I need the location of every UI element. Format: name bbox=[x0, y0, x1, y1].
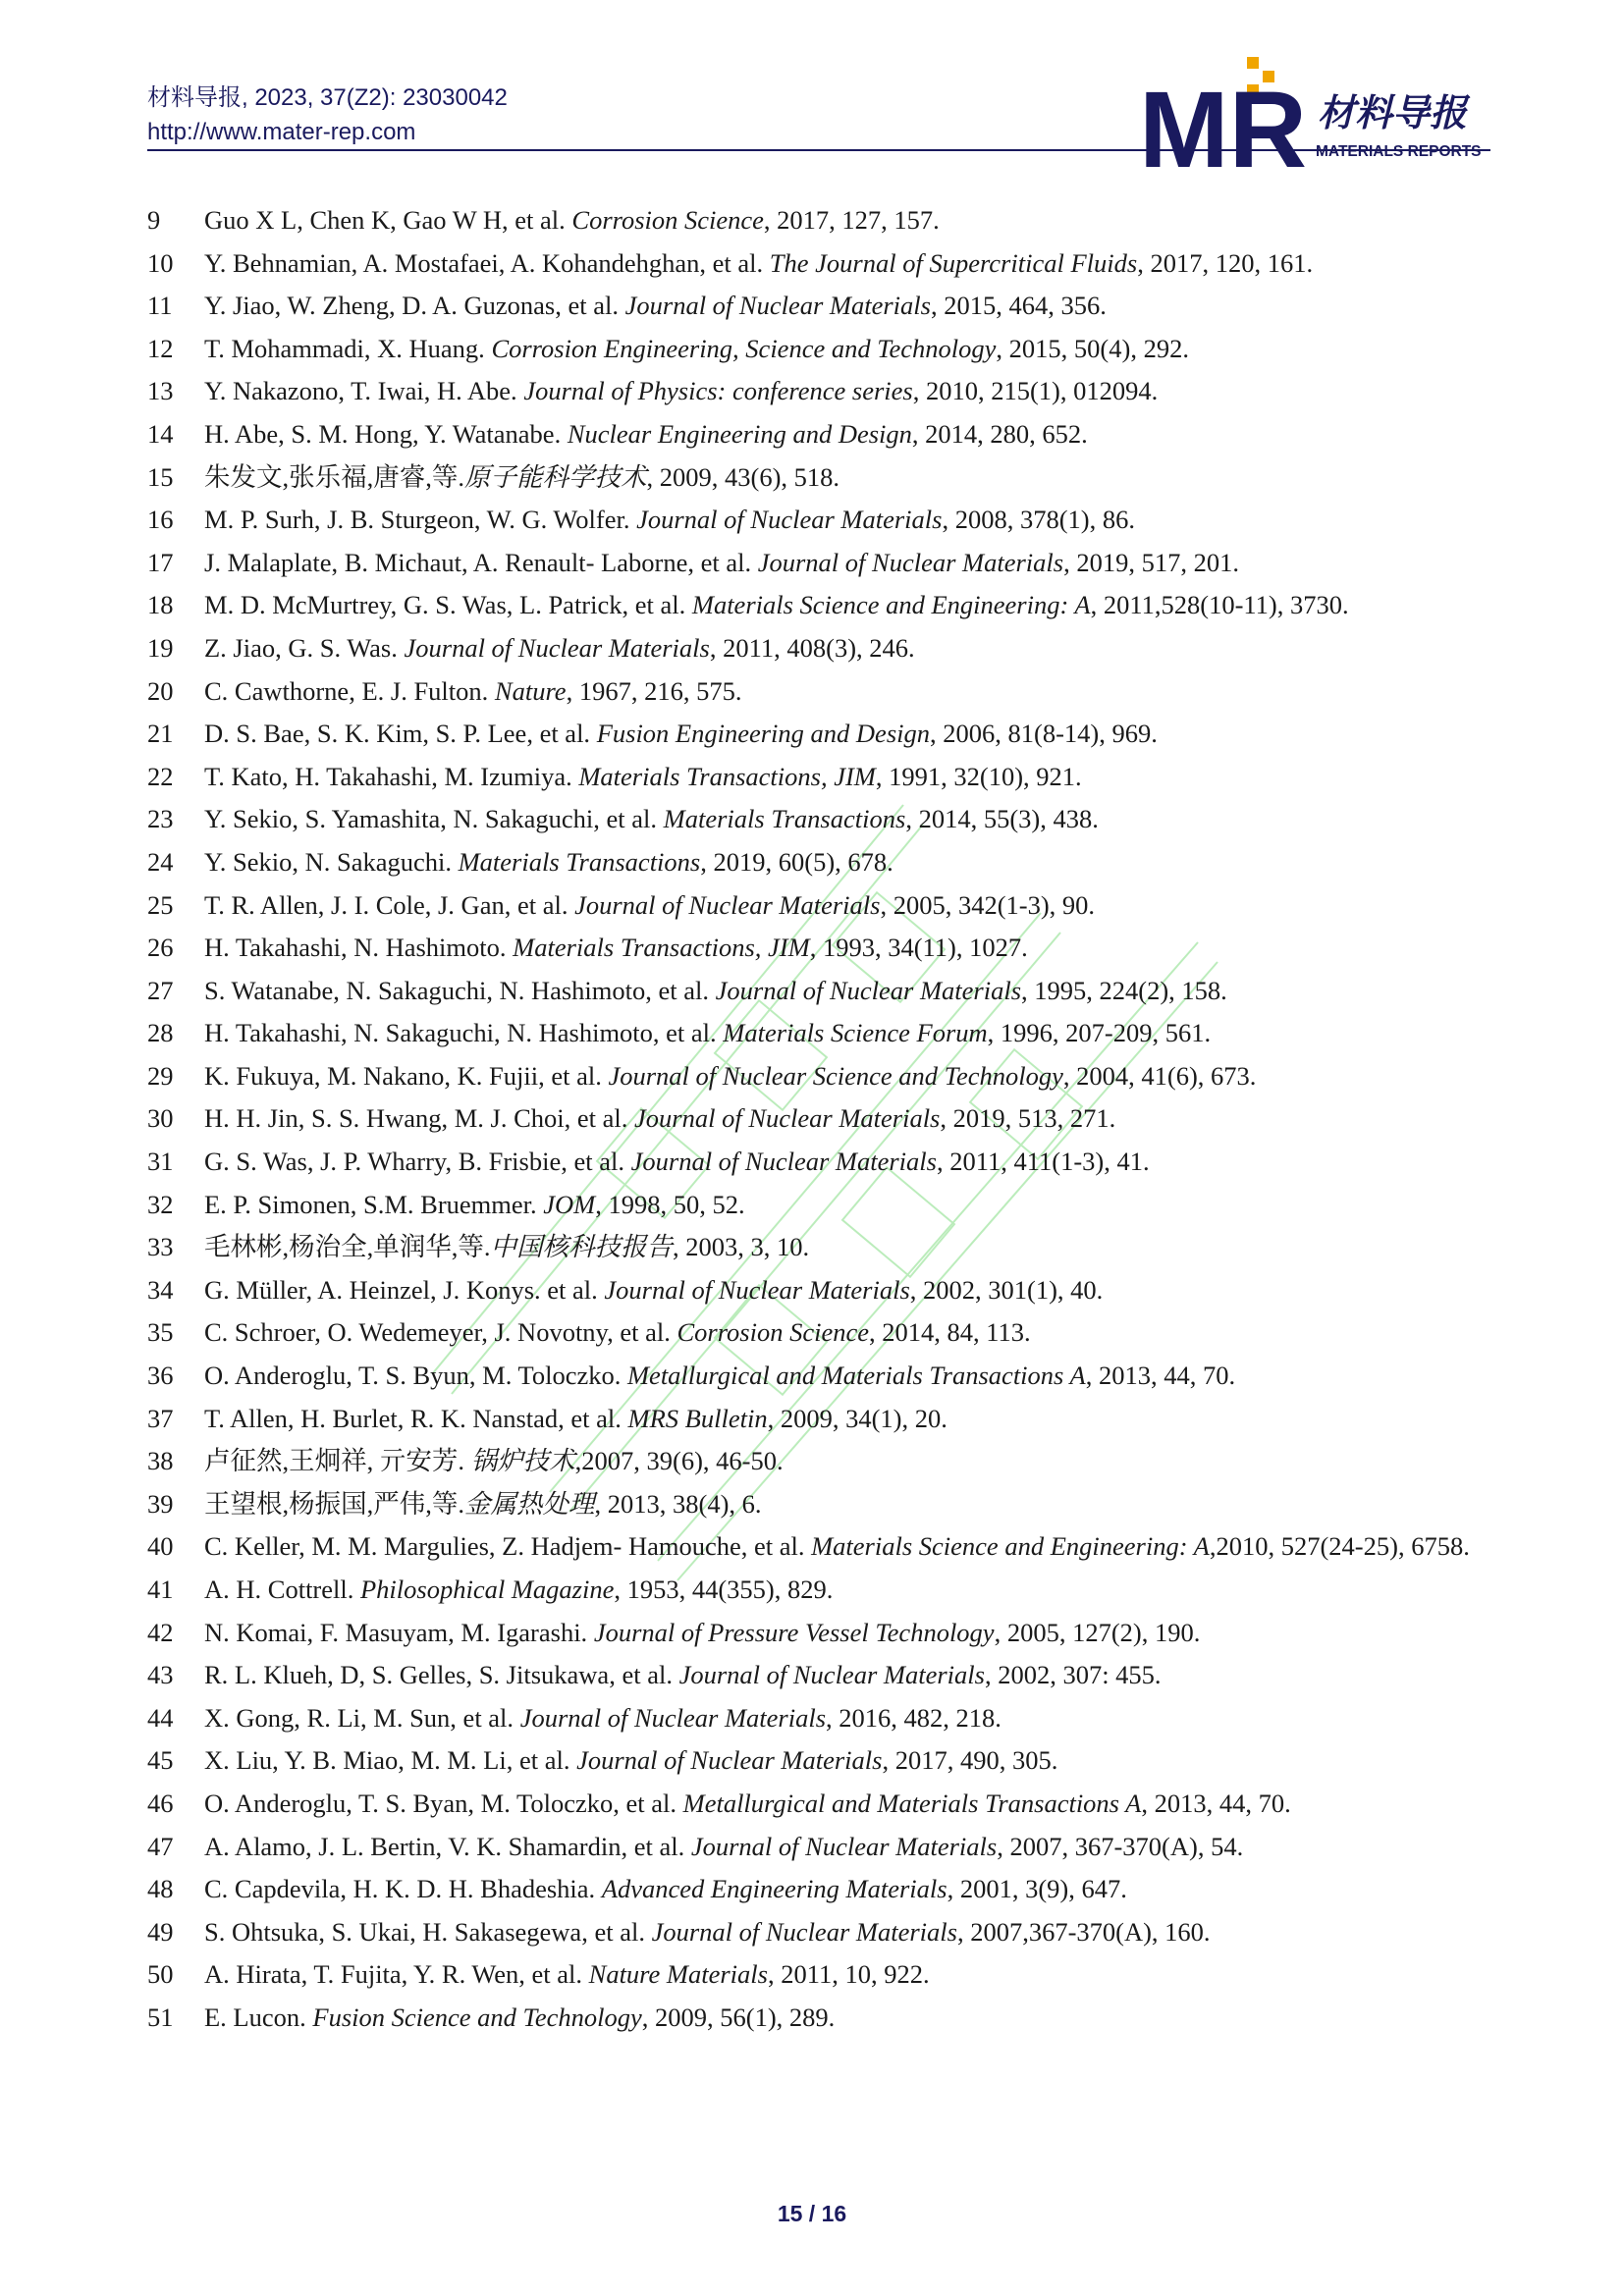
logo-chinese-name: 材料导报 bbox=[1318, 90, 1468, 134]
reference-details: , 2005, 342(1-3), 90. bbox=[880, 889, 1096, 920]
reference-authors: S. Watanabe, N. Sakaguchi, N. Hashimoto, et al. bbox=[204, 975, 716, 1005]
reference-details: , 2009, 34(1), 20. bbox=[767, 1403, 947, 1433]
reference-item bbox=[147, 798, 1492, 841]
reference-details: ,2010, 527(24-25), 6758. bbox=[1209, 1531, 1470, 1562]
reference-authors: G. S. Was, J. P. Wharry, B. Frisbie, et al. bbox=[204, 1147, 631, 1177]
reference-details: , 2011, 10, 922. bbox=[767, 1959, 930, 1990]
reference-item bbox=[147, 1355, 1492, 1398]
reference-details: , 2008, 378(1), 86. bbox=[942, 505, 1135, 535]
reference-text bbox=[204, 456, 1492, 500]
reference-authors: H. Takahashi, N. Hashimoto. bbox=[204, 933, 514, 963]
reference-journal: Materials Science and Engineering: A bbox=[811, 1531, 1210, 1562]
reference-details: , 2017, 127, 157. bbox=[763, 205, 940, 235]
reference-item bbox=[147, 970, 1492, 1013]
reference-item bbox=[147, 1184, 1492, 1227]
reference-text bbox=[204, 1055, 1492, 1098]
reference-number: 15 bbox=[147, 461, 174, 492]
reference-text bbox=[204, 1226, 1492, 1269]
reference-number: 29 bbox=[147, 1060, 174, 1091]
reference-details: , 2019, 517, 201. bbox=[1063, 547, 1239, 577]
reference-number: 38 bbox=[147, 1446, 174, 1476]
reference-text bbox=[204, 242, 1492, 286]
reference-authors: 朱发文,张乐福,唐睿,等. bbox=[204, 461, 464, 492]
reference-details: , 2014, 84, 113. bbox=[869, 1317, 1031, 1348]
reference-item bbox=[147, 1269, 1492, 1312]
reference-number: 13 bbox=[147, 376, 174, 406]
reference-authors: A. Hirata, T. Fujita, Y. R. Wen, et al. bbox=[204, 1959, 589, 1990]
reference-authors: J. Malaplate, B. Michaut, A. Renault- Laborne, et al. bbox=[204, 547, 758, 577]
reference-number: 10 bbox=[147, 247, 174, 278]
reference-details: , 1953, 44(355), 829. bbox=[614, 1575, 834, 1604]
reference-authors: Y. Sekio, N. Sakaguchi. bbox=[204, 846, 459, 877]
reference-number: 48 bbox=[147, 1874, 174, 1904]
reference-text bbox=[204, 1355, 1492, 1398]
reference-number: 11 bbox=[147, 291, 173, 321]
reference-journal: Journal of Nuclear Materials bbox=[678, 1660, 985, 1690]
reference-journal: 原子能科学技术 bbox=[464, 461, 647, 492]
reference-details: , 2014, 55(3), 438. bbox=[905, 804, 1099, 834]
reference-text bbox=[204, 1269, 1492, 1312]
reference-details: , 2010, 215(1), 012094. bbox=[912, 376, 1159, 406]
reference-journal: Metallurgical and Materials Transactions A bbox=[626, 1361, 1086, 1391]
reference-authors: H. Takahashi, N. Sakaguchi, N. Hashimoto, et al. bbox=[204, 1018, 724, 1048]
logo-letters: MR bbox=[1139, 70, 1308, 177]
reference-journal: Nuclear Engineering and Design bbox=[567, 418, 912, 449]
reference-authors: X. Liu, Y. B. Miao, M. M. Li, et al. bbox=[204, 1745, 577, 1776]
reference-authors: Y. Sekio, S. Yamashita, N. Sakaguchi, et al. bbox=[204, 804, 664, 834]
reference-journal: Journal of Pressure Vessel Technology bbox=[593, 1617, 995, 1647]
reference-authors: C. Schroer, O. Wedemeyer, J. Novotny, et al. bbox=[204, 1317, 677, 1348]
reference-item bbox=[147, 242, 1492, 286]
reference-item bbox=[147, 285, 1492, 328]
reference-number: 25 bbox=[147, 889, 174, 920]
reference-item bbox=[147, 841, 1492, 884]
reference-details: , 2015, 50(4), 292. bbox=[996, 333, 1189, 363]
reference-journal: Journal of Nuclear Materials bbox=[519, 1702, 827, 1733]
journal-url[interactable]: http://www.mater-rep.com bbox=[147, 119, 416, 145]
reference-details: , 2013, 44, 70. bbox=[1085, 1361, 1236, 1391]
reference-number: 43 bbox=[147, 1660, 174, 1690]
reference-text bbox=[204, 1783, 1492, 1826]
reference-authors: Y. Behnamian, A. Mostafaei, A. Kohandehghan, et al. bbox=[204, 247, 770, 278]
reference-item bbox=[147, 1783, 1492, 1826]
reference-journal: Materials Transactions bbox=[458, 846, 701, 877]
reference-journal: Materials Science Forum bbox=[723, 1018, 988, 1048]
reference-number: 26 bbox=[147, 933, 174, 963]
reference-text bbox=[204, 1826, 1492, 1869]
reference-item bbox=[147, 1868, 1492, 1911]
reference-authors: T. Kato, H. Takahashi, M. Izumiya. bbox=[204, 761, 579, 791]
reference-journal: Journal of Nuclear Materials bbox=[624, 291, 931, 321]
reference-item bbox=[147, 1953, 1492, 1997]
reference-authors: H. Abe, S. M. Hong, Y. Watanabe. bbox=[204, 418, 568, 449]
reference-details: , 2011, 408(3), 246. bbox=[709, 632, 915, 663]
reference-number: 20 bbox=[147, 675, 174, 706]
reference-authors: Guo X L, Chen K, Gao W H, et al. bbox=[204, 205, 572, 235]
reference-text bbox=[204, 285, 1492, 328]
reference-number: 24 bbox=[147, 846, 174, 877]
reference-number: 22 bbox=[147, 761, 174, 791]
page-number: 15 / 16 bbox=[777, 2201, 847, 2226]
reference-journal: Journal of Nuclear Materials bbox=[757, 547, 1064, 577]
reference-details: , 1996, 207-209, 561. bbox=[987, 1018, 1212, 1048]
reference-details: , 2013, 44, 70. bbox=[1141, 1788, 1291, 1818]
reference-text bbox=[204, 1569, 1492, 1612]
reference-number: 18 bbox=[147, 590, 174, 620]
reference-number: 30 bbox=[147, 1103, 174, 1134]
reference-authors: E. Lucon. bbox=[204, 2002, 313, 2032]
reference-details: , 1991, 32(10), 921. bbox=[875, 761, 1082, 791]
reference-authors: 毛林彬,杨治全,单润华,等. bbox=[204, 1232, 491, 1262]
reference-journal: Corrosion Science bbox=[571, 205, 764, 235]
reference-details: , 2017, 490, 305. bbox=[882, 1745, 1058, 1776]
reference-details: , 2004, 41(6), 673. bbox=[1062, 1060, 1257, 1091]
reference-item bbox=[147, 1311, 1492, 1355]
reference-journal: JOM bbox=[543, 1189, 596, 1219]
reference-details: , 1993, 34(11), 1027. bbox=[809, 933, 1028, 963]
reference-text bbox=[204, 199, 1492, 242]
reference-journal: Philosophical Magazine bbox=[360, 1575, 615, 1604]
reference-authors: A. H. Cottrell. bbox=[204, 1575, 360, 1604]
reference-authors: A. Alamo, J. L. Bertin, V. K. Shamardin, et al. bbox=[204, 1831, 691, 1861]
reference-details: , 1998, 50, 52. bbox=[595, 1189, 745, 1219]
reference-journal: Journal of Nuclear Materials bbox=[634, 1103, 941, 1134]
reference-number: 12 bbox=[147, 333, 174, 363]
reference-item bbox=[147, 670, 1492, 714]
reference-item bbox=[147, 1055, 1492, 1098]
reference-text bbox=[204, 1911, 1492, 1954]
reference-text bbox=[204, 970, 1492, 1013]
reference-item bbox=[147, 1911, 1492, 1954]
reference-item bbox=[147, 927, 1492, 970]
reference-details: ,2007, 39(6), 46-50. bbox=[574, 1446, 784, 1476]
logo-english-name: MATERIALS REPORTS bbox=[1316, 143, 1482, 160]
reference-details: , 2002, 307: 455. bbox=[984, 1660, 1162, 1690]
reference-details: , 2009, 43(6), 518. bbox=[646, 461, 840, 492]
reference-item bbox=[147, 456, 1492, 500]
reference-text bbox=[204, 841, 1492, 884]
reference-details: , 2003, 3, 10. bbox=[673, 1232, 810, 1262]
reference-journal: Materials Transactions bbox=[663, 804, 906, 834]
reference-authors: Y. Jiao, W. Zheng, D. A. Guzonas, et al. bbox=[204, 291, 625, 321]
reference-details: , 2006, 81(8-14), 969. bbox=[930, 719, 1158, 749]
reference-number: 32 bbox=[147, 1189, 174, 1219]
reference-item bbox=[147, 584, 1492, 627]
reference-number: 28 bbox=[147, 1018, 174, 1048]
reference-text bbox=[204, 1141, 1492, 1184]
reference-details: , 2013, 38(4), 6. bbox=[594, 1488, 762, 1519]
reference-journal: Journal of Nuclear Materials bbox=[404, 632, 710, 663]
reference-text bbox=[204, 1311, 1492, 1355]
reference-authors: O. Anderoglu, T. S. Byun, M. Toloczko. bbox=[204, 1361, 627, 1391]
reference-journal: Corrosion Engineering, Science and Technology bbox=[491, 333, 997, 363]
reference-number: 37 bbox=[147, 1403, 174, 1433]
reference-details: , 2011, 411(1-3), 41. bbox=[936, 1147, 1150, 1177]
reference-item bbox=[147, 199, 1492, 242]
reference-number: 14 bbox=[147, 418, 174, 449]
reference-journal: Journal of Nuclear Materials bbox=[576, 1745, 883, 1776]
reference-authors: T. R. Allen, J. I. Cole, J. Gan, et al. bbox=[204, 889, 575, 920]
reference-authors: M. P. Surh, J. B. Sturgeon, W. G. Wolfer. bbox=[204, 505, 637, 535]
reference-journal: Nature bbox=[494, 675, 567, 706]
reference-item bbox=[147, 1826, 1492, 1869]
reference-details: , 2016, 482, 218. bbox=[826, 1702, 1001, 1733]
reference-authors: M. D. McMurtrey, G. S. Was, L. Patrick, et al. bbox=[204, 590, 692, 620]
reference-number: 23 bbox=[147, 804, 174, 834]
reference-text bbox=[204, 798, 1492, 841]
reference-item bbox=[147, 1697, 1492, 1740]
reference-authors: X. Gong, R. Li, M. Sun, et al. bbox=[204, 1702, 520, 1733]
reference-details: , 2009, 56(1), 289. bbox=[641, 2002, 836, 2032]
reference-item bbox=[147, 713, 1492, 756]
reference-details: , 2001, 3(9), 647. bbox=[947, 1874, 1127, 1904]
reference-authors: Y. Nakazono, T. Iwai, H. Abe. bbox=[204, 376, 524, 406]
reference-number: 33 bbox=[147, 1232, 174, 1262]
reference-authors: H. H. Jin, S. S. Hwang, M. J. Choi, et al. bbox=[204, 1103, 635, 1134]
reference-number: 40 bbox=[147, 1531, 174, 1562]
reference-journal: Journal of Nuclear Science and Technology bbox=[608, 1060, 1063, 1091]
reference-text bbox=[204, 1739, 1492, 1783]
reference-journal: MRS Bulletin bbox=[627, 1403, 768, 1433]
reference-journal: Nature Materials bbox=[588, 1959, 768, 1990]
reference-item bbox=[147, 1525, 1492, 1569]
reference-text bbox=[204, 756, 1492, 799]
reference-number: 19 bbox=[147, 632, 174, 663]
reference-journal: Fusion Engineering and Design bbox=[596, 719, 930, 749]
reference-text bbox=[204, 670, 1492, 714]
reference-item bbox=[147, 1569, 1492, 1612]
reference-number: 16 bbox=[147, 505, 174, 535]
reference-journal: Journal of Nuclear Materials bbox=[630, 1147, 937, 1177]
reference-journal: Metallurgical and Materials Transactions A bbox=[682, 1788, 1142, 1818]
reference-number: 17 bbox=[147, 547, 174, 577]
reference-journal: Fusion Science and Technology bbox=[312, 2002, 642, 2032]
reference-text bbox=[204, 713, 1492, 756]
reference-journal: Journal of Nuclear Materials bbox=[690, 1831, 998, 1861]
reference-number: 42 bbox=[147, 1617, 174, 1647]
reference-journal: 锅炉技术 bbox=[470, 1446, 575, 1476]
reference-text bbox=[204, 584, 1492, 627]
reference-number: 35 bbox=[147, 1317, 174, 1348]
reference-item bbox=[147, 627, 1492, 670]
reference-number: 21 bbox=[147, 719, 174, 749]
reference-number: 44 bbox=[147, 1702, 174, 1733]
reference-authors: C. Capdevila, H. K. D. H. Bhadeshia. bbox=[204, 1874, 602, 1904]
reference-text bbox=[204, 1612, 1492, 1655]
reference-number: 50 bbox=[147, 1959, 174, 1990]
reference-item bbox=[147, 1012, 1492, 1055]
reference-authors: D. S. Bae, S. K. Kim, S. P. Lee, et al. bbox=[204, 719, 597, 749]
reference-text bbox=[204, 884, 1492, 928]
reference-text bbox=[204, 1525, 1492, 1569]
reference-text bbox=[204, 328, 1492, 371]
reference-number: 34 bbox=[147, 1274, 174, 1305]
reference-authors: C. Cawthorne, E. J. Fulton. bbox=[204, 675, 495, 706]
reference-text bbox=[204, 927, 1492, 970]
reference-authors: E. P. Simonen, S.M. Bruemmer. bbox=[204, 1189, 544, 1219]
reference-journal: Journal of Nuclear Materials bbox=[636, 505, 943, 535]
reference-details: , 2019, 513, 271. bbox=[940, 1103, 1116, 1134]
reference-details: , 2019, 60(5), 678. bbox=[700, 846, 893, 877]
reference-journal: 中国核科技报告 bbox=[490, 1232, 673, 1262]
reference-text bbox=[204, 627, 1492, 670]
reference-number: 45 bbox=[147, 1745, 174, 1776]
reference-journal: Advanced Engineering Materials bbox=[601, 1874, 947, 1904]
reference-authors: K. Fukuya, M. Nakano, K. Fujii, et al. bbox=[204, 1060, 609, 1091]
reference-details: , 2002, 301(1), 40. bbox=[909, 1274, 1104, 1305]
reference-text bbox=[204, 1997, 1492, 2040]
reference-item bbox=[147, 1097, 1492, 1141]
reference-item bbox=[147, 1226, 1492, 1269]
reference-text bbox=[204, 542, 1492, 585]
reference-text bbox=[204, 1654, 1492, 1697]
reference-journal: Journal of Physics: conference series bbox=[523, 376, 913, 406]
reference-authors: R. L. Klueh, D, S. Gelles, S. Jitsukawa, et al. bbox=[204, 1660, 679, 1690]
reference-journal: Materials Transactions, JIM bbox=[578, 761, 876, 791]
reference-authors: G. Müller, A. Heinzel, J. Konys. et al. bbox=[204, 1274, 605, 1305]
reference-text bbox=[204, 499, 1492, 542]
reference-item bbox=[147, 1997, 1492, 2040]
reference-details: , 1967, 216, 575. bbox=[566, 675, 742, 706]
reference-text bbox=[204, 1953, 1492, 1997]
reference-number: 31 bbox=[147, 1147, 174, 1177]
reference-item bbox=[147, 1654, 1492, 1697]
reference-item bbox=[147, 1440, 1492, 1483]
reference-item bbox=[147, 328, 1492, 371]
reference-item bbox=[147, 884, 1492, 928]
reference-journal: Journal of Nuclear Materials bbox=[604, 1274, 910, 1305]
reference-details: , 2015, 464, 356. bbox=[930, 291, 1107, 321]
reference-text bbox=[204, 1868, 1492, 1911]
reference-number: 9 bbox=[147, 205, 161, 235]
reference-text bbox=[204, 1697, 1492, 1740]
reference-authors: C. Keller, M. M. Margulies, Z. Hadjem- Hamouche, et al. bbox=[204, 1531, 812, 1562]
reference-authors: S. Ohtsuka, S. Ukai, H. Sakasegewa, et al. bbox=[204, 1916, 652, 1947]
reference-item bbox=[147, 499, 1492, 542]
reference-journal: Corrosion Science bbox=[677, 1317, 869, 1348]
journal-citation: 材料导报, 2023, 37(Z2): 23030042 bbox=[147, 84, 508, 111]
reference-details: , 2017, 120, 161. bbox=[1137, 247, 1314, 278]
reference-details: , 2007,367-370(A), 160. bbox=[956, 1916, 1211, 1947]
reference-text bbox=[204, 370, 1492, 413]
reference-text bbox=[204, 1483, 1492, 1526]
reference-journal: The Journal of Supercritical Fluids bbox=[769, 247, 1138, 278]
reference-authors: O. Anderoglu, T. S. Byan, M. Toloczko, et al. bbox=[204, 1788, 683, 1818]
reference-journal: 金属热处理 bbox=[464, 1488, 595, 1519]
reference-item bbox=[147, 542, 1492, 585]
reference-authors: 王望根,杨振国,严伟,等. bbox=[204, 1488, 464, 1519]
reference-item bbox=[147, 1612, 1492, 1655]
reference-authors: Z. Jiao, G. S. Was. bbox=[204, 632, 405, 663]
reference-number: 41 bbox=[147, 1575, 174, 1604]
reference-text bbox=[204, 413, 1492, 456]
reference-number: 46 bbox=[147, 1788, 174, 1818]
reference-details: , 2014, 280, 652. bbox=[911, 418, 1088, 449]
reference-text bbox=[204, 1440, 1492, 1483]
reference-item bbox=[147, 1141, 1492, 1184]
reference-text bbox=[204, 1398, 1492, 1441]
reference-authors: T. Allen, H. Burlet, R. K. Nanstad, et al. bbox=[204, 1403, 628, 1433]
reference-journal: Materials Science and Engineering: A bbox=[691, 590, 1091, 620]
reference-details: , 2011,528(10-11), 3730. bbox=[1090, 590, 1349, 620]
reference-text bbox=[204, 1012, 1492, 1055]
mr-logo-icon bbox=[1139, 57, 1492, 177]
reference-number: 27 bbox=[147, 975, 174, 1005]
reference-details: , 1995, 224(2), 158. bbox=[1021, 975, 1227, 1005]
reference-text bbox=[204, 1097, 1492, 1141]
reference-journal: Journal of Nuclear Materials bbox=[574, 889, 881, 920]
logo-orange-square bbox=[1247, 57, 1259, 69]
reference-item bbox=[147, 1739, 1492, 1783]
reference-number: 49 bbox=[147, 1916, 174, 1947]
journal-logo bbox=[1139, 57, 1492, 177]
reference-journal: Journal of Nuclear Materials bbox=[715, 975, 1022, 1005]
reference-details: , 2005, 127(2), 190. bbox=[994, 1617, 1201, 1647]
reference-list bbox=[147, 199, 1492, 2040]
reference-details: , 2007, 367-370(A), 54. bbox=[997, 1831, 1244, 1861]
reference-number: 47 bbox=[147, 1831, 174, 1861]
reference-number: 36 bbox=[147, 1361, 174, 1391]
reference-authors: 卢征然,王炯祥, 亓安芳. bbox=[204, 1446, 471, 1476]
reference-item bbox=[147, 1483, 1492, 1526]
reference-item bbox=[147, 413, 1492, 456]
reference-item bbox=[147, 370, 1492, 413]
reference-item bbox=[147, 1398, 1492, 1441]
reference-authors: T. Mohammadi, X. Huang. bbox=[204, 333, 492, 363]
reference-journal: Materials Transactions, JIM bbox=[513, 933, 810, 963]
reference-authors: N. Komai, F. Masuyam, M. Igarashi. bbox=[204, 1617, 594, 1647]
reference-text bbox=[204, 1184, 1492, 1227]
reference-journal: Journal of Nuclear Materials bbox=[651, 1916, 957, 1947]
reference-number: 39 bbox=[147, 1488, 174, 1519]
reference-number: 51 bbox=[147, 2002, 174, 2032]
reference-item bbox=[147, 756, 1492, 799]
